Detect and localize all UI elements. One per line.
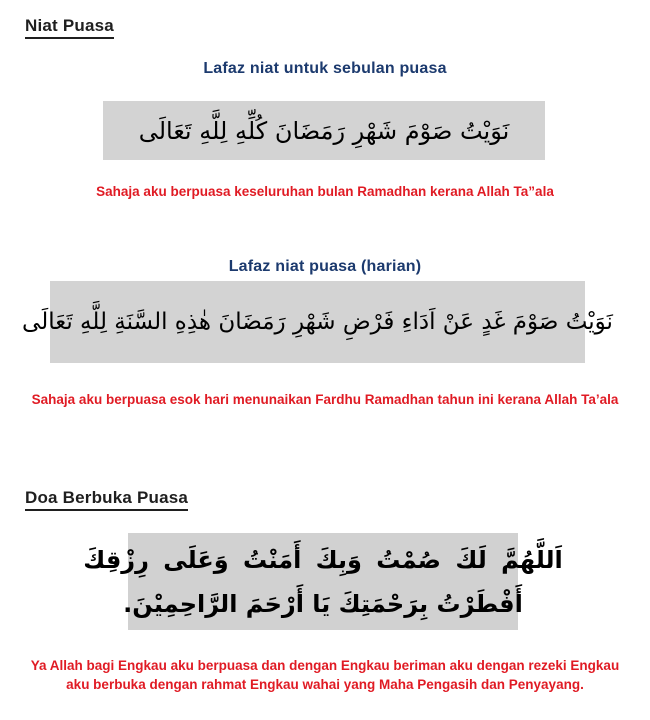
translation-doa-berbuka <box>0 656 650 694</box>
subtitle-lafaz-harian: Lafaz niat puasa (harian) <box>228 258 422 275</box>
translation-doa-line1: Ya Allah bagi Engkau aku berpuasa dan dengan Engkau beriman aku dengan rezeki Engkau <box>30 658 620 673</box>
arabic-box-niat-sebulan <box>103 101 545 160</box>
section-niat-puasa-header <box>25 16 114 39</box>
arabic-box-doa-berbuka <box>83 533 563 630</box>
arabic-box-niat-harian <box>22 281 613 363</box>
heading-doa-berbuka: Doa Berbuka Puasa <box>25 488 188 511</box>
translation-niat-sebulan: Sahaja aku berpuasa keseluruhan bulan Ramadhan kerana Allah Ta”ala <box>96 184 554 199</box>
arabic-text-doa-line1: اَللَّهُمَّ لَكَ صُمْتُ وَبِكَ أَمَنْتُ وَعَلَى رِزْقِكَ <box>83 545 563 574</box>
section-doa-berbuka-header <box>25 488 188 511</box>
heading-niat-puasa: Niat Puasa <box>25 16 114 39</box>
arabic-text-niat-harian: نَوَيْتُ صَوْمَ غَدٍ عَنْ اَدَاءِ فَرْضِ شَهْرِ رَمَضَانَ هٰذِهِ السَّنَةِ لِلَّهِ تَعَالَى <box>22 309 613 335</box>
translation-doa-line2: aku berbuka dengan rahmat Engkau wahai yang Maha Pengasih dan Penyayang. <box>66 677 584 692</box>
subtitle-lafaz-sebulan: Lafaz niat untuk sebulan puasa <box>203 60 447 77</box>
translation-niat-harian: Sahaja aku berpuasa esok hari menunaikan Fardhu Ramadhan tahun ini kerana Allah Ta’ala <box>31 392 619 407</box>
arabic-text-niat-sebulan: نَوَيْتُ صَوْمَ شَهْرِ رَمَضَانَ كُلِّهِ لِلَّهِ تَعَالَى <box>138 116 510 145</box>
arabic-text-doa-line2: أَفْطَرْتُ بِرَحْمَتِكَ يَا أَرْحَمَ الرَّاحِمِيْنَ. <box>123 589 523 618</box>
